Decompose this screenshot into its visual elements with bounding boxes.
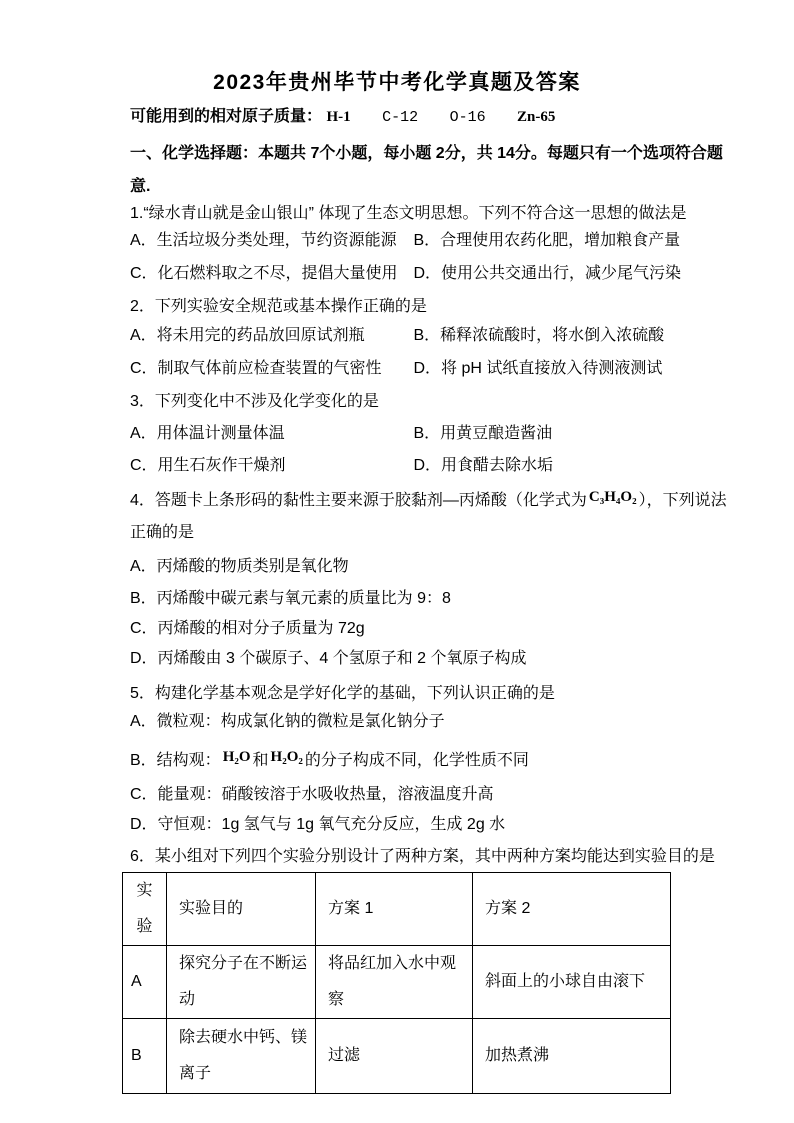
question-5-option-b-mid: 和 — [252, 752, 269, 769]
mass-value-o: O-16 — [449, 109, 486, 126]
question-1-options-cd — [130, 264, 681, 283]
table-row-b — [123, 1019, 671, 1094]
question-4-option-c: C．丙烯酸的相对分子质量为 72g — [130, 620, 365, 637]
mass-value-zn: Zn-65 — [517, 109, 556, 125]
question-5-stem: 5．构建化学基本观念是学好化学的基础，下列认识正确的是 — [130, 685, 555, 702]
question-3-options-cd — [130, 456, 553, 475]
table-header-plan1: 方案 1 — [316, 873, 473, 946]
question-5-option-b — [130, 751, 529, 771]
table-header-plan2: 方案 2 — [473, 873, 671, 946]
question-4-option-a: A．丙烯酸的物质类别是氧化物 — [130, 558, 349, 575]
question-2-option-b: B．稀释浓硫酸时，将水倒入浓硫酸 — [413, 327, 665, 344]
question-4-stem-line1 — [130, 491, 727, 511]
question-2-options-cd — [130, 359, 662, 378]
question-5-option-a: A．微粒观：构成氯化钠的微粒是氯化钠分子 — [130, 713, 445, 730]
table-cell-b-purpose: 除去硬水中钙、镁离子 — [167, 1019, 316, 1094]
exam-title: 2023年贵州毕节中考化学真题及答案 — [213, 71, 581, 94]
table-cell-a-plan2: 斜面上的小球自由滚下 — [473, 946, 671, 1019]
mass-value-h: H-1 — [326, 109, 351, 125]
question-3-option-a: A．用体温计测量体温 — [130, 425, 285, 442]
table-cell-a-label: A — [123, 946, 167, 1019]
section-heading-line1: 一、化学选择题：本题共 7个小题，每小题 2分，共 14分。每题只有一个选项符合题 — [130, 145, 723, 162]
chem-formula-h2o2: H₂O₂ — [270, 749, 303, 765]
relative-atomic-mass-label: 可能用到的相对原子质量： — [130, 108, 323, 125]
question-1-option-d: D．使用公共交通出行，减少尾气污染 — [413, 265, 682, 282]
question-3-option-b: B．用黄豆酿造酱油 — [413, 425, 553, 442]
question-5-option-d: D．守恒观：1g 氢气与 1g 氧气充分反应，生成 2g 水 — [130, 816, 506, 833]
question-2-options-ab — [130, 326, 664, 345]
question-1-options-ab — [130, 231, 680, 250]
table-header-row — [123, 873, 671, 946]
question-2-stem: 2．下列实验安全规范或基本操作正确的是 — [130, 298, 427, 315]
table-cell-b-plan2: 加热煮沸 — [473, 1019, 671, 1094]
question-5-option-b-pre: B．结构观： — [130, 752, 221, 769]
table-cell-a-purpose: 探究分子在不断运动 — [167, 946, 316, 1019]
table-header-experiment: 实验 — [123, 873, 167, 946]
question-5-option-b-post: 的分子构成不同，化学性质不同 — [304, 752, 529, 769]
relative-atomic-mass-line — [130, 107, 555, 127]
question-4-stem-pre: 4．答题卡上条形码的黏性主要来源于胶黏剂—丙烯酸（化学式为 — [130, 492, 587, 509]
question-3-stem: 3．下列变化中不涉及化学变化的是 — [130, 393, 379, 410]
table-header-purpose: 实验目的 — [167, 873, 316, 946]
question-4-option-b: B．丙烯酸中碳元素与氧元素的质量比为 9：8 — [130, 590, 451, 607]
question-6-stem: 6．某小组对下列四个实验分别设计了两种方案，其中两种方案均能达到实验目的是 — [130, 848, 715, 865]
question-4-option-d: D．丙烯酸由 3 个碳原子、4 个氢原子和 2 个氧原子构成 — [130, 650, 527, 667]
question-2-option-c: C．制取气体前应检查装置的气密性 — [130, 360, 382, 377]
table-row-a — [123, 946, 671, 1019]
question-4-stem-line2: 正确的是 — [130, 524, 195, 541]
chem-formula-c3h4o2: C₃H₄O₂ — [588, 489, 637, 505]
table-cell-b-plan1: 过滤 — [316, 1019, 473, 1094]
question-1-stem: 1.“绿水青山就是金山银山” 体现了生态文明思想。下列不符合这一思想的做法是 — [130, 205, 687, 222]
question-2-option-d: D．将 pH 试纸直接放入待测液测试 — [413, 360, 663, 377]
question-3-option-c: C．用生石灰作干燥剂 — [130, 457, 286, 474]
question-1-option-c: C．化石燃料取之不尽，提倡大量使用 — [130, 265, 398, 282]
table-cell-a-plan1: 将品红加入水中观察 — [316, 946, 473, 1019]
table-cell-b-label: B — [123, 1019, 167, 1094]
section-heading-line2: 意. — [130, 178, 151, 195]
question-1-option-b: B．合理使用农药化肥，增加粮食产量 — [413, 232, 681, 249]
chem-formula-h2o: H₂O — [222, 749, 251, 765]
question-3-options-ab — [130, 424, 552, 443]
question-4-stem-post: ），下列说法 — [638, 492, 727, 509]
question-3-option-d: D．用食醋去除水垢 — [413, 457, 554, 474]
question-5-option-c: C．能量观：硝酸铵溶于水吸收热量，溶液温度升高 — [130, 786, 494, 803]
question-1-option-a: A．生活垃圾分类处理，节约资源能源 — [130, 232, 397, 249]
mass-value-c: C-12 — [382, 109, 419, 126]
question-2-option-a: A．将未用完的药品放回原试剂瓶 — [130, 327, 365, 344]
experiment-table — [122, 872, 671, 1094]
